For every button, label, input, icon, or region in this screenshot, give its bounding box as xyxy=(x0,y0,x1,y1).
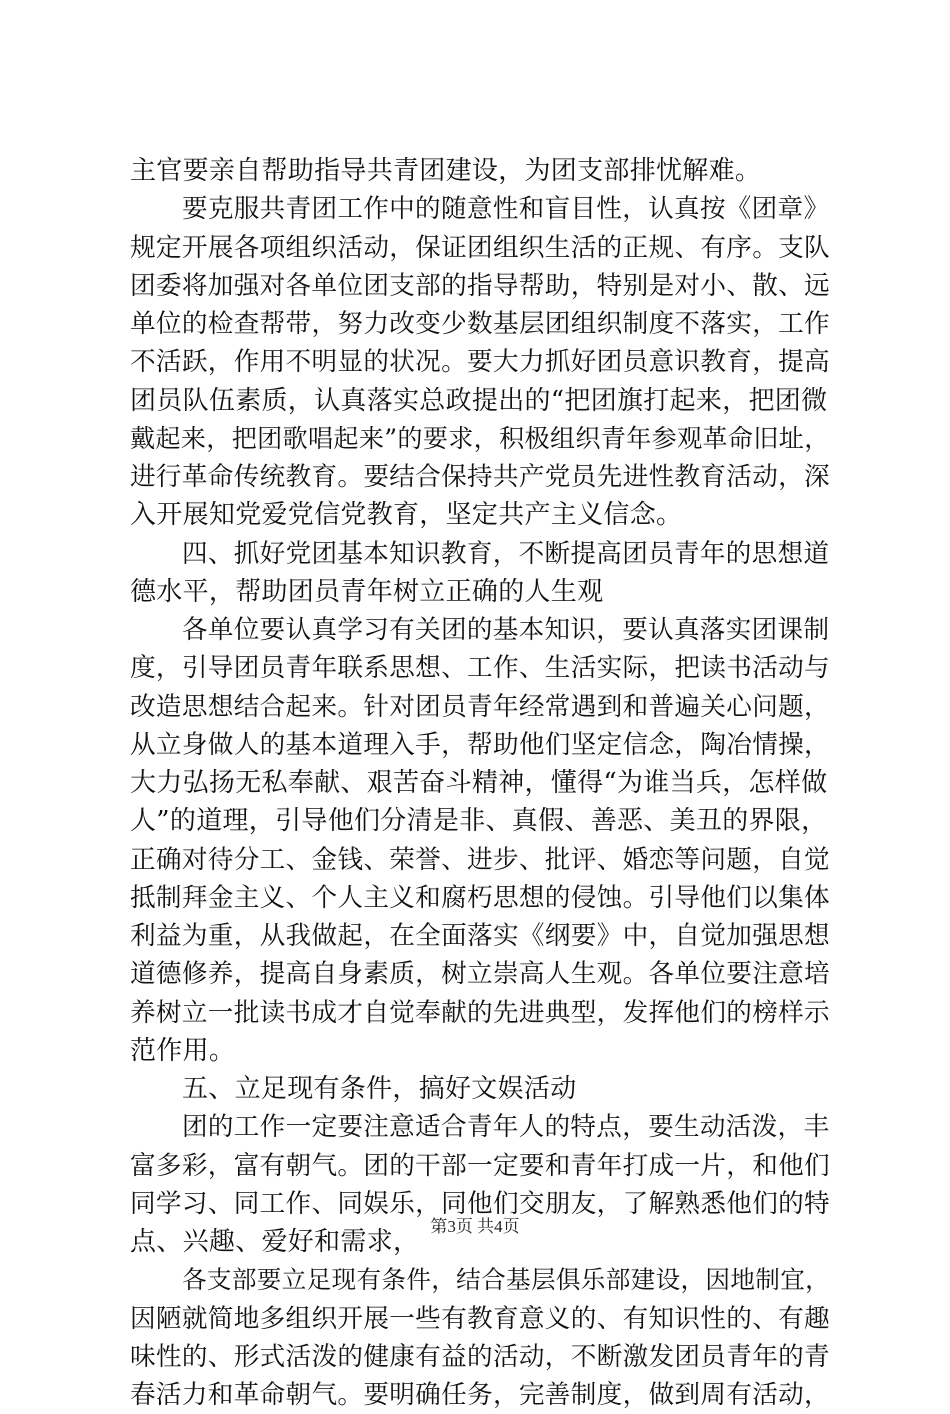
text-line: 味性的、形式活泼的健康有益的活动，不断激发团员青年的青 xyxy=(130,1341,830,1372)
text-line: 五、立足现有条件，搞好文娱活动 xyxy=(182,1074,577,1104)
text-line: 团员队伍素质，认真落实总政提出的“把团旗打起来，把团微 xyxy=(130,385,828,416)
text-line: 四、抓好党团基本知识教育，不断提高团员青年的思想道 xyxy=(182,538,830,569)
text-line: 单位的检查帮带，努力改变少数基层团组织制度不落实，工作 xyxy=(130,309,830,339)
text-line: 团委将加强对各单位团支部的指导帮助，特别是对小、散、远 xyxy=(130,270,830,301)
text-line: 德水平，帮助团员青年树立正确的人生观 xyxy=(130,576,604,607)
text-line: 春活力和革命朝气。要明确任务，完善制度，做到周有活动， xyxy=(130,1380,830,1410)
text-line: 要克服共青团工作中的随意性和盲目性，认真按《团章》 xyxy=(182,194,830,225)
text-line: 同学习、同工作、同娱乐，同他们交朋友，了解熟悉他们的特 xyxy=(130,1188,830,1219)
text-line: 正确对待分工、金钱、荣誉、进步、批评、婚恋等问题，自觉 xyxy=(130,844,830,875)
text-line: 戴起来，把团歌唱起来”的要求，积极组织青年参观革命旧址， xyxy=(130,423,830,453)
text-line: 范作用。 xyxy=(130,1035,236,1066)
page-footer: 第3页 共4页 xyxy=(430,1217,520,1236)
text-line: 大力弘扬无私奉献、艰苦奋斗精神，懂得“为谁当兵，怎样做 xyxy=(130,768,828,798)
text-line: 利益为重，从我做起，在全面落实《纲要》中，自觉加强思想 xyxy=(130,921,830,951)
text-line: 抵制拜金主义、个人主义和腐朽思想的侵蚀。引导他们以集体 xyxy=(130,882,830,913)
text-line: 团的工作一定要注意适合青年人的特点，要生动活泼，丰 xyxy=(182,1112,830,1143)
text-line: 主官要亲自帮助指导共青团建设，为团支部排忧解难。 xyxy=(130,156,762,186)
text-line: 各支部要立足现有条件，结合基层俱乐部建设，因地制宜， xyxy=(182,1265,831,1295)
text-line: 进行革命传统教育。要结合保持共产党员先进性教育活动，深 xyxy=(130,462,830,492)
text-line: 入开展知党爱党信党教育，坚定共产主义信念。 xyxy=(130,500,683,531)
text-line: 改造思想结合起来。针对团员青年经常遇到和普遍关心问题， xyxy=(130,691,830,722)
text-line: 养树立一批读书成才自觉奉献的先进典型，发挥他们的榜样示 xyxy=(130,997,830,1028)
text-line: 规定开展各项组织活动，保证团组织生活的正规、有序。支队 xyxy=(130,232,830,263)
text-line: 因陋就简地多组织开展一些有教育意义的、有知识性的、有趣 xyxy=(130,1303,830,1334)
text-line: 各单位要认真学习有关团的基本知识，要认真落实团课制 xyxy=(182,615,830,645)
text-line: 点、兴趣、爱好和需求， xyxy=(130,1227,420,1257)
text-line: 人”的道理，引导他们分清是非、真假、善恶、美丑的界限， xyxy=(130,806,828,837)
text-line: 富多彩，富有朝气。团的干部一定要和青年打成一片，和他们 xyxy=(130,1150,830,1181)
text-line: 度，引导团员青年联系思想、工作、生活实际，把读书活动与 xyxy=(130,653,830,684)
text-line: 道德修养，提高自身素质，树立崇高人生观。各单位要注意培 xyxy=(130,959,830,990)
text-line: 从立身做人的基本道理入手，帮助他们坚定信念，陶冶情操， xyxy=(130,729,830,760)
text-line: 不活跃，作用不明显的状况。要大力抓好团员意识教育，提高 xyxy=(130,347,830,378)
